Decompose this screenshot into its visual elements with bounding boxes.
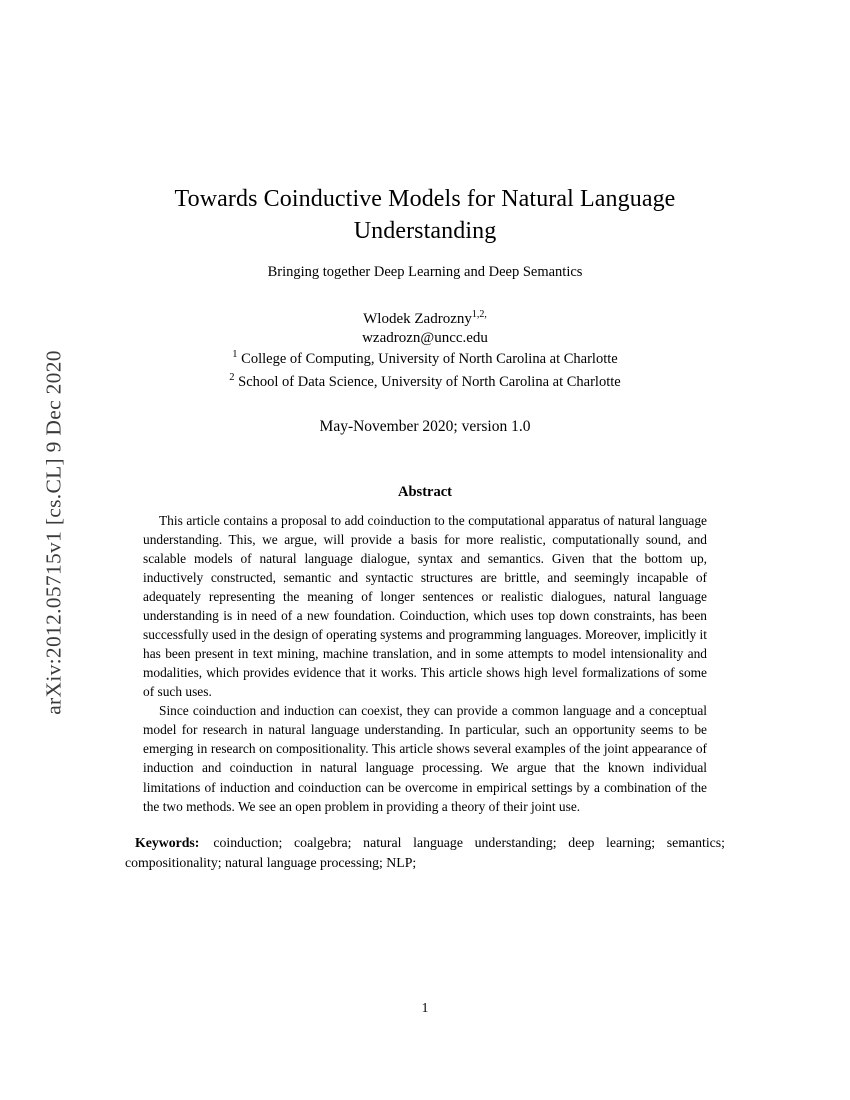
paper-date: May-November 2020; version 1.0 [319,418,531,436]
page-subtitle: Bringing together Deep Learning and Deep Semantics [267,263,583,280]
abstract-body [125,511,725,816]
affiliation-1-text: College of Computing, University of North Carolina at Charlotte [241,351,618,368]
arxiv-identifier-stamp: arXiv:2012.05715v1 [cs.CL] 9 Dec 2020 [41,350,66,715]
page-title: Towards Coinductive Models for Natural Language Understanding [174,186,676,245]
keywords-label: Keywords: [135,834,200,850]
author-name: Wlodek Zadrozny [363,310,472,327]
keywords-text: coinduction; coalgebra; natural language understanding; deep learning; semantics; compositionality; natural language processing; NLP; [125,834,725,870]
affiliation-2-mark: 2 [229,372,235,384]
affiliation-2-text: School of Data Science, University of North Carolina at Charlotte [238,374,621,391]
page-number: 1 [421,1000,429,1015]
abstract-paragraph-2: Since coinduction and induction can coexist, they can provide a common language and a conceptual model for research in natural language understanding. In particular, such an opportunity seems to be emerging in research on compositionality. This article shows several examples of the joint appearance of induction and coinduction in natural language processing. We argue that the known individual limitations of induction and coinduction can be overcome in empirical settings by a combination of the the two methods. We see an open problem in providing a theory of their joint use. [143,703,707,814]
keywords-block [125,833,725,873]
author-affiliation-marks: 1,2, [471,308,487,320]
affiliation-2 [125,370,725,393]
abstract-paragraph-1: This article contains a proposal to add coinduction to the computational apparatus of natural language understanding. This, we argue, will provide a basis for more realistic, computationally sound, and scalable models of natural language dialogue, syntax and semantics. Given that the bottom up, inductively constructed, semantic and syntactic structures are brittle, and seemingly incapable of adequately representing the meaning of longer sentences or realistic dialogues, natural language understanding is in need of a new foundation. Coinduction, which uses top down constraints, has been successfully used in the design of operating systems and programming languages. Moreover, implicitly it has been present in text mining, machine translation, and in some attempts to model intensionality and modalities, which provides evidence that it works. This article shows high level formalizations of some of such uses. [143,513,707,700]
author-email: wzadrozn@uncc.edu [362,330,488,347]
abstract-heading: Abstract [398,484,452,501]
paper-page [125,0,725,1100]
affiliation-1 [125,347,725,370]
author-block [125,307,725,331]
affiliation-1-mark: 1 [232,349,238,361]
